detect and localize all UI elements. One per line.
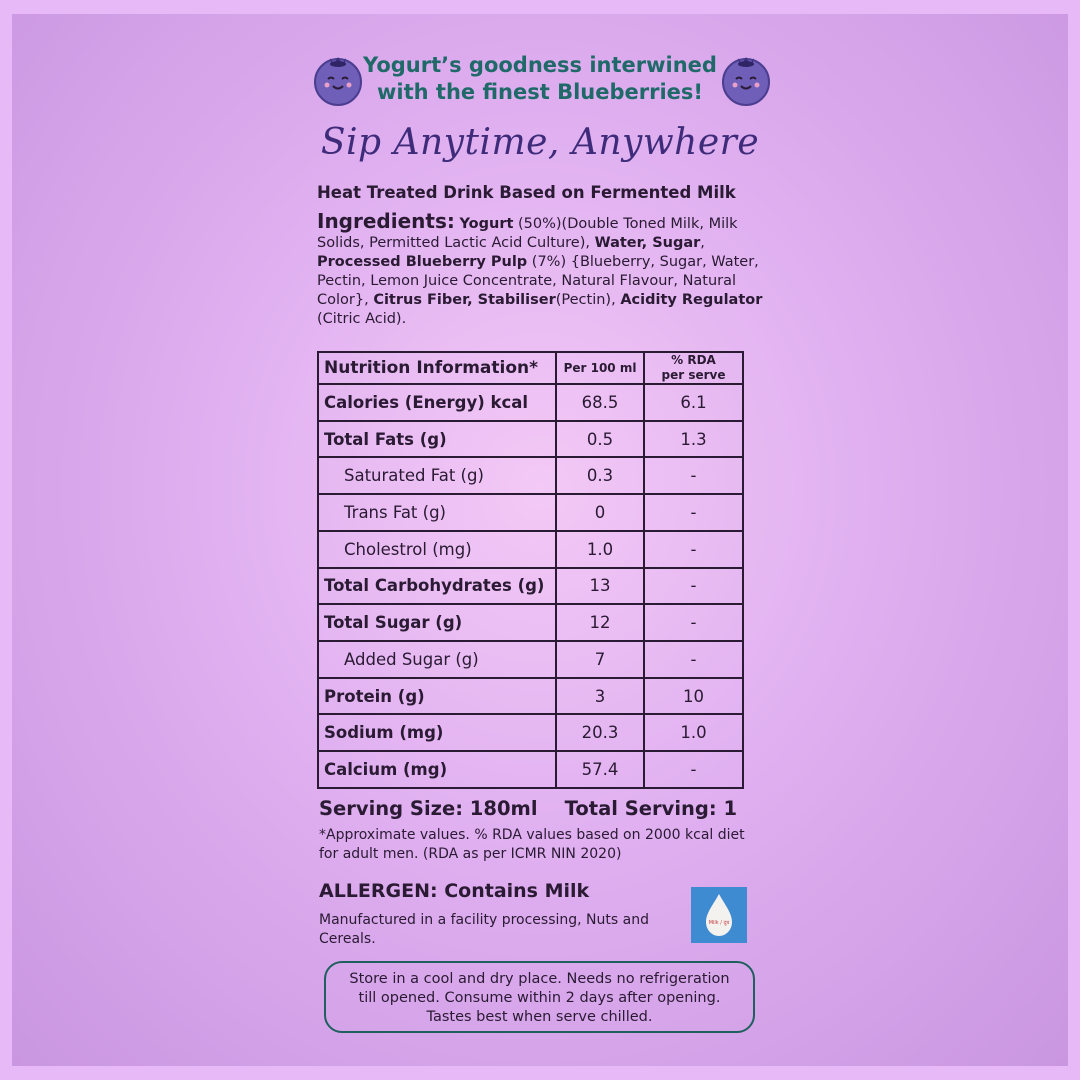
- nutrient-per100: 3: [556, 678, 644, 715]
- nutrient-rda: 1.3: [644, 421, 743, 458]
- ingredient-text: (Citric Acid).: [317, 311, 407, 327]
- ingredient-text: (7%) {Blueberry, Sugar, Water, Pectin, Lemon Juice Concentrate, Natural Flavour, Natural Color},: [317, 254, 759, 308]
- nutrient-per100: 13: [556, 568, 644, 605]
- nutrient-name: Trans Fat (g): [318, 494, 556, 531]
- nutrient-name: Calcium (mg): [318, 751, 556, 788]
- serving-info: [319, 797, 737, 820]
- nutrient-name: Total Fats (g): [318, 421, 556, 458]
- milk-icon-label: Milk / दूध: [708, 920, 730, 926]
- table-row: [318, 678, 743, 715]
- nutrient-per100: 57.4: [556, 751, 644, 788]
- nutrient-name: Cholestrol (mg): [318, 531, 556, 568]
- nutrient-rda: -: [644, 494, 743, 531]
- table-row: [318, 641, 743, 678]
- tagline: [0, 52, 1080, 106]
- ingredients-block: [317, 209, 777, 329]
- nutrient-per100: 0.5: [556, 421, 644, 458]
- nutrient-per100: 0: [556, 494, 644, 531]
- storage-instructions: Store in a cool and dry place. Needs no refrigeration till opened. Consume within 2 days after opening. Tastes best when serve chilled.: [324, 961, 755, 1033]
- table-row: [318, 384, 743, 421]
- ingredient-bold: Acidity Regulator: [620, 292, 763, 308]
- table-row: [318, 568, 743, 605]
- nutrient-name: Saturated Fat (g): [318, 457, 556, 494]
- ingredient-bold: Citrus Fiber, Stabiliser: [373, 292, 556, 308]
- nutrition-col-name: Nutrition Information*: [318, 352, 556, 384]
- milk-drop-icon: [691, 887, 747, 943]
- nutrient-per100: 1.0: [556, 531, 644, 568]
- nutrient-rda: -: [644, 457, 743, 494]
- tagline-line-2: with the finest Blueberries!: [377, 80, 703, 104]
- nutrient-rda: -: [644, 604, 743, 641]
- ingredient-bold: Yogurt: [459, 216, 514, 232]
- rda-footnote: *Approximate values. % RDA values based on 2000 kcal diet for adult men. (RDA as per ICMR NIN 2020): [319, 827, 745, 862]
- nutrition-col-per100: Per 100 ml: [556, 352, 644, 384]
- nutrient-rda: -: [644, 751, 743, 788]
- table-row: [318, 714, 743, 751]
- slogan: Sip Anytime, Anywhere: [320, 122, 760, 163]
- nutrient-rda: -: [644, 531, 743, 568]
- table-row: [318, 531, 743, 568]
- nutrient-rda: 1.0: [644, 714, 743, 751]
- rda-header-line-2: per serve: [661, 368, 726, 382]
- nutrient-per100: 0.3: [556, 457, 644, 494]
- total-serving: Total Serving: 1: [564, 797, 738, 820]
- nutrient-rda: -: [644, 568, 743, 605]
- nutrient-per100: 12: [556, 604, 644, 641]
- nutrient-per100: 68.5: [556, 384, 644, 421]
- nutrient-name: Calories (Energy) kcal: [318, 384, 556, 421]
- tagline-line-1: Yogurt’s goodness interwined: [363, 53, 717, 77]
- nutrition-table: [317, 351, 744, 789]
- table-row: [318, 751, 743, 788]
- allergen-title: ALLERGEN: Contains Milk: [319, 880, 590, 902]
- table-row: [318, 604, 743, 641]
- nutrition-header-row: [318, 352, 743, 384]
- table-row: [318, 421, 743, 458]
- ingredient-text: ,: [700, 235, 705, 251]
- nutrient-name: Added Sugar (g): [318, 641, 556, 678]
- table-row: [318, 457, 743, 494]
- nutrient-name: Sodium (mg): [318, 714, 556, 751]
- ingredients-heading: Ingredients:: [317, 209, 455, 233]
- allergen-text: Manufactured in a facility processing, Nuts and Cereals.: [319, 912, 649, 947]
- nutrient-rda: 6.1: [644, 384, 743, 421]
- nutrient-name: Total Sugar (g): [318, 604, 556, 641]
- product-subtitle: Heat Treated Drink Based on Fermented Milk: [317, 183, 736, 202]
- ingredient-bold: Water, Sugar: [594, 235, 701, 251]
- table-row: [318, 494, 743, 531]
- nutrient-per100: 7: [556, 641, 644, 678]
- nutrition-col-rda: [644, 352, 743, 384]
- serving-size: Serving Size: 180ml: [319, 797, 538, 820]
- ingredient-text: (Pectin),: [555, 292, 621, 308]
- nutrient-per100: 20.3: [556, 714, 644, 751]
- nutrient-name: Protein (g): [318, 678, 556, 715]
- nutrient-rda: -: [644, 641, 743, 678]
- ingredient-text: (50%)(Double Toned Milk, Milk Solids, Permitted Lactic Acid Culture),: [317, 216, 738, 251]
- ingredient-bold: Processed Blueberry Pulp: [317, 254, 528, 270]
- nutrient-name: Total Carbohydrates (g): [318, 568, 556, 605]
- rda-header-line-1: % RDA: [671, 353, 716, 367]
- nutrient-rda: 10: [644, 678, 743, 715]
